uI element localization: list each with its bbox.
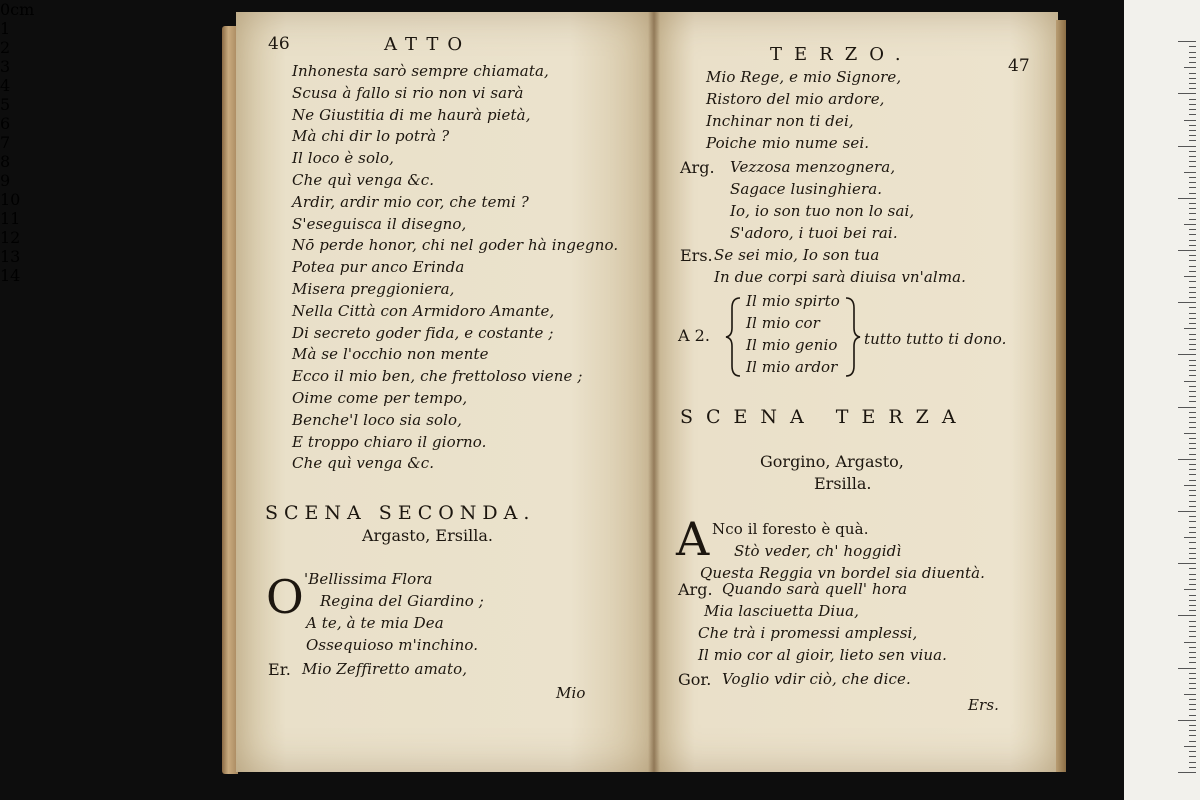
ruler-tick xyxy=(1189,375,1196,376)
ruler-tick xyxy=(1178,563,1196,564)
ruler-tick xyxy=(1189,234,1196,235)
ruler-tick xyxy=(1189,344,1196,345)
ruler-number: 0cm xyxy=(0,0,35,19)
ruler-tick xyxy=(1184,746,1196,747)
ruler-tick xyxy=(1189,532,1196,533)
verse-line: Ne Giustitia di me haurà pietà, xyxy=(292,105,531,124)
ruler-tick xyxy=(1189,213,1196,214)
right-catchword: Ers. xyxy=(968,696,999,714)
ruler-tick xyxy=(1178,511,1196,512)
ruler-tick xyxy=(1189,297,1196,298)
ruler-tick xyxy=(1189,318,1196,319)
ruler-tick xyxy=(1189,271,1196,272)
ruler-tick xyxy=(1189,699,1196,700)
ruler-tick xyxy=(1189,339,1196,340)
ruler-tick xyxy=(1189,193,1196,194)
ruler-tick xyxy=(1189,443,1196,444)
verse-line: Mà se l'occhio non mente xyxy=(292,345,489,364)
ruler-tick xyxy=(1189,161,1196,162)
ruler-tick xyxy=(1189,307,1196,308)
ruler-tick xyxy=(1189,474,1196,475)
ruler-tick xyxy=(1189,454,1196,455)
ruler-tick xyxy=(1184,485,1196,486)
ruler-tick xyxy=(1189,553,1196,554)
right-speaker-ers: Ers. xyxy=(680,246,713,265)
right-scene-characters-2: Ersilla. xyxy=(814,474,872,493)
ruler-tick xyxy=(1189,114,1196,115)
ruler-tick xyxy=(1189,287,1196,288)
ruler-tick xyxy=(1178,720,1196,721)
ruler-tick xyxy=(1178,615,1196,616)
ruler-tick xyxy=(1189,370,1196,371)
ruler-tick xyxy=(1189,396,1196,397)
ruler-tick xyxy=(1189,255,1196,256)
ruler-tick xyxy=(1189,360,1196,361)
ruler-number: 13 xyxy=(0,247,21,266)
ruler-tick xyxy=(1189,610,1196,611)
verse-line: Ristoro del mio ardore, xyxy=(706,90,885,108)
ruler-tick xyxy=(1189,636,1196,637)
ruler-tick xyxy=(1178,198,1196,199)
verse-line: A te, à te mia Dea xyxy=(306,614,444,632)
verse-line: Il mio cor al gioir, lieto sen viua. xyxy=(698,646,948,664)
ruler-number: 11 xyxy=(0,209,21,228)
ruler-tick xyxy=(1189,130,1196,131)
ruler-tick xyxy=(1189,678,1196,679)
ruler-tick xyxy=(1178,93,1196,94)
ruler-tick xyxy=(1189,156,1196,157)
ruler-tick xyxy=(1189,501,1196,502)
ruler-tick xyxy=(1189,46,1196,47)
verse-line: Il mio cor xyxy=(746,314,820,332)
ruler-tick xyxy=(1189,104,1196,105)
verse-line: Che quì venga &c. xyxy=(292,171,435,189)
ruler-tick xyxy=(1189,427,1196,428)
ruler-tick xyxy=(1189,386,1196,387)
ruler-tick xyxy=(1189,417,1196,418)
ruler-tick xyxy=(1178,772,1196,773)
verse-line: Quando sarà quell' hora xyxy=(722,580,908,598)
left-scene-characters: Argasto, Ersilla. xyxy=(362,526,493,545)
ruler-tick xyxy=(1189,135,1196,136)
ruler-tick xyxy=(1189,182,1196,183)
ruler-tick xyxy=(1184,67,1196,68)
ruler-tick xyxy=(1189,480,1196,481)
ruler-tick xyxy=(1189,621,1196,622)
ruler-tick xyxy=(1189,401,1196,402)
ruler-tick xyxy=(1189,652,1196,653)
ruler-tick xyxy=(1189,741,1196,742)
ruler-tick xyxy=(1184,276,1196,277)
verse-line: Il mio spirto xyxy=(746,292,840,310)
verse-line: Nella Città con Armidoro Amante, xyxy=(292,301,555,320)
ruler-tick xyxy=(1189,292,1196,293)
ruler-tick xyxy=(1189,166,1196,167)
ruler-tick xyxy=(1189,735,1196,736)
ruler-tick xyxy=(1189,313,1196,314)
left-page-number: 46 xyxy=(268,34,290,54)
ruler-tick xyxy=(1178,41,1196,42)
ruler-tick xyxy=(1184,328,1196,329)
ruler-number: 3 xyxy=(0,57,11,76)
ruler-tick xyxy=(1184,589,1196,590)
ruler-tick xyxy=(1189,725,1196,726)
ruler-tick xyxy=(1189,647,1196,648)
ruler-tick xyxy=(1189,605,1196,606)
ruler-tick xyxy=(1189,756,1196,757)
verse-line: S'adoro, i tuoi bei rai. xyxy=(730,224,898,242)
right-speaker-gor: Gor. xyxy=(678,670,712,689)
verse-line: Benche'l loco sia solo, xyxy=(292,410,463,429)
verse-line: Mio Rege, e mio Signore, xyxy=(706,68,902,86)
ruler-tick xyxy=(1189,464,1196,465)
duet-label: A 2. xyxy=(678,326,710,345)
ruler-tick xyxy=(1189,516,1196,517)
verse-line: Oime come per tempo, xyxy=(292,389,468,407)
ruler-tick xyxy=(1189,73,1196,74)
duet-right-brace xyxy=(842,296,862,378)
verse-line: Il mio ardor xyxy=(746,358,838,376)
ruler-tick xyxy=(1189,495,1196,496)
verse-line: Scusa à fallo si rio non vi sarà xyxy=(292,83,524,102)
ruler-tick xyxy=(1189,595,1196,596)
ruler-number: 2 xyxy=(0,38,11,57)
verse-line: Ossequioso m'inchino. xyxy=(306,636,479,654)
ruler-tick xyxy=(1189,187,1196,188)
verse-line: Io, io son tuo non lo sai, xyxy=(730,202,915,220)
verse-line: Se sei mio, Io son tua xyxy=(714,246,880,264)
left-speaker-text: Mio Zeffiretto amato, xyxy=(302,660,468,678)
ruler-number: 12 xyxy=(0,228,21,247)
ruler-tick xyxy=(1189,762,1196,763)
ruler-tick xyxy=(1189,177,1196,178)
ruler-tick xyxy=(1189,78,1196,79)
ruler-tick xyxy=(1189,422,1196,423)
verse-line: Potea pur anco Erinda xyxy=(292,258,465,277)
verse-line: S'eseguisca il disegno, xyxy=(292,214,467,233)
ruler-tick xyxy=(1189,245,1196,246)
verse-line: Sagace lusinghiera. xyxy=(730,180,883,198)
ruler-tick xyxy=(1189,391,1196,392)
ruler-tick xyxy=(1189,490,1196,491)
ruler-tick xyxy=(1189,673,1196,674)
ruler-tick xyxy=(1189,125,1196,126)
ruler-tick xyxy=(1184,433,1196,434)
ruler-tick xyxy=(1189,83,1196,84)
right-speaker-arg: Arg. xyxy=(680,158,715,177)
verse-line: 'Bellissima Flora xyxy=(304,570,433,588)
ruler-tick xyxy=(1189,584,1196,585)
ruler-number: 9 xyxy=(0,171,11,190)
verse-line: Il loco è solo, xyxy=(292,149,394,168)
ruler-tick xyxy=(1189,229,1196,230)
ruler-tick xyxy=(1189,349,1196,350)
ruler-number: 1 xyxy=(0,19,11,38)
ruler-tick xyxy=(1189,730,1196,731)
ruler-tick xyxy=(1189,438,1196,439)
ruler-tick xyxy=(1189,365,1196,366)
ruler-tick xyxy=(1184,224,1196,225)
verse-line: Poiche mio nume sei. xyxy=(706,134,870,152)
duet-left-brace xyxy=(724,296,744,378)
ruler-tick xyxy=(1189,88,1196,89)
ruler-tick xyxy=(1189,767,1196,768)
ruler-number: 8 xyxy=(0,152,11,171)
ruler-tick xyxy=(1189,266,1196,267)
ruler-tick xyxy=(1189,260,1196,261)
ruler-tick xyxy=(1189,506,1196,507)
ruler-tick xyxy=(1189,52,1196,53)
ruler-tick xyxy=(1189,527,1196,528)
duet-conclusion: tutto tutto ti dono. xyxy=(864,330,1007,348)
verse-line: Inchinar non ti dei, xyxy=(706,112,854,130)
ruler-tick xyxy=(1189,240,1196,241)
ruler-tick xyxy=(1189,662,1196,663)
right-page-number: 47 xyxy=(1008,56,1030,76)
ruler-tick xyxy=(1184,642,1196,643)
ruler-tick xyxy=(1189,219,1196,220)
verse-line: Regina del Giardino ; xyxy=(320,592,484,610)
ruler-tick xyxy=(1189,109,1196,110)
ruler-tick xyxy=(1184,694,1196,695)
ruler-tick xyxy=(1184,172,1196,173)
ruler-tick xyxy=(1178,459,1196,460)
verse-line: Stò veder, ch' hoggidì xyxy=(734,542,902,560)
ruler-number: 10 xyxy=(0,190,21,209)
ruler-tick xyxy=(1178,668,1196,669)
ruler-tick xyxy=(1189,558,1196,559)
ruler-tick xyxy=(1189,568,1196,569)
left-running-head: ATTO xyxy=(384,34,472,55)
verse-line: Mia lasciuetta Diua, xyxy=(704,602,860,620)
ruler-tick xyxy=(1189,548,1196,549)
ruler-tick xyxy=(1178,302,1196,303)
ruler-tick xyxy=(1184,120,1196,121)
ruler-tick xyxy=(1189,203,1196,204)
verse-line: Questa Reggia vn bordel sia diuentà. xyxy=(700,564,986,582)
ruler-number: 6 xyxy=(0,114,11,133)
verse-line: Nō perde honor, chi nel goder hà ingegno. xyxy=(292,236,619,255)
book-gutter xyxy=(648,12,660,772)
ruler-tick xyxy=(1189,657,1196,658)
ruler-tick xyxy=(1189,62,1196,63)
verse-line: Mà chi dir lo potrà ? xyxy=(292,127,450,146)
ruler-number: 5 xyxy=(0,95,11,114)
ruler-tick xyxy=(1189,99,1196,100)
ruler-tick xyxy=(1189,751,1196,752)
left-scene-heading: SCENA SECONDA. xyxy=(265,502,536,524)
ruler-tick xyxy=(1178,354,1196,355)
ruler-number: 7 xyxy=(0,133,11,152)
ruler-tick xyxy=(1189,140,1196,141)
right-scene-heading: SCENA TERZA xyxy=(680,406,969,428)
ruler-tick xyxy=(1178,146,1196,147)
verse-line: Misera preggioniera, xyxy=(292,280,455,298)
ruler-tick xyxy=(1189,574,1196,575)
ruler-tick xyxy=(1189,715,1196,716)
right-speaker-arg2: Arg. xyxy=(678,580,713,599)
verse-line: Di secreto goder fida, e costante ; xyxy=(292,323,554,342)
ruler-tick xyxy=(1189,151,1196,152)
ruler-tick xyxy=(1189,469,1196,470)
ruler-tick xyxy=(1189,600,1196,601)
ruler-tick xyxy=(1189,521,1196,522)
ruler-tick xyxy=(1189,412,1196,413)
verse-line: Vezzosa menzognera, xyxy=(730,158,896,176)
verse-line: Il mio genio xyxy=(746,336,838,354)
left-dropcap: O xyxy=(266,570,304,624)
ruler-tick xyxy=(1189,579,1196,580)
verse-line: Inhonesta sarò sempre chiamata, xyxy=(292,62,549,80)
ruler-tick xyxy=(1189,704,1196,705)
ruler-tick xyxy=(1184,537,1196,538)
verse-line: E troppo chiaro il giorno. xyxy=(292,432,487,451)
ruler-tick xyxy=(1189,683,1196,684)
ruler-tick xyxy=(1189,208,1196,209)
verse-line: Ardir, ardir mio cor, che temi ? xyxy=(292,192,529,211)
verse-line: Che trà i promessi amplessi, xyxy=(698,624,918,642)
ruler-tick xyxy=(1189,448,1196,449)
right-scene-characters-1: Gorgino, Argasto, xyxy=(760,452,904,471)
left-speaker-er: Er. xyxy=(268,660,291,679)
book-edge-right xyxy=(1056,20,1066,772)
ruler-tick xyxy=(1178,407,1196,408)
verse-line: In due corpi sarà diuisa vn'alma. xyxy=(714,268,967,286)
verse-line: Che quì venga &c. xyxy=(292,454,435,473)
right-gor-line: Voglio vdir ciò, che dice. xyxy=(722,670,911,688)
ruler-tick xyxy=(1189,688,1196,689)
verse-line: Nco il foresto è quà. xyxy=(712,520,869,538)
ruler-tick xyxy=(1189,281,1196,282)
ruler-tick xyxy=(1184,381,1196,382)
ruler-tick xyxy=(1189,709,1196,710)
ruler-tick xyxy=(1189,323,1196,324)
ruler-tick xyxy=(1189,626,1196,627)
left-catchword: Mio xyxy=(556,684,586,702)
verse-line: Ecco il mio ben, che frettoloso viene ; xyxy=(292,367,583,386)
right-running-head: TERZO. xyxy=(770,44,913,65)
ruler-tick xyxy=(1189,334,1196,335)
ruler-number: 4 xyxy=(0,76,11,95)
right-dropcap: A xyxy=(676,512,710,566)
ruler-number: 14 xyxy=(0,266,21,285)
ruler-tick xyxy=(1189,631,1196,632)
ruler-tick xyxy=(1178,250,1196,251)
ruler-tick xyxy=(1189,542,1196,543)
ruler-tick xyxy=(1189,57,1196,58)
